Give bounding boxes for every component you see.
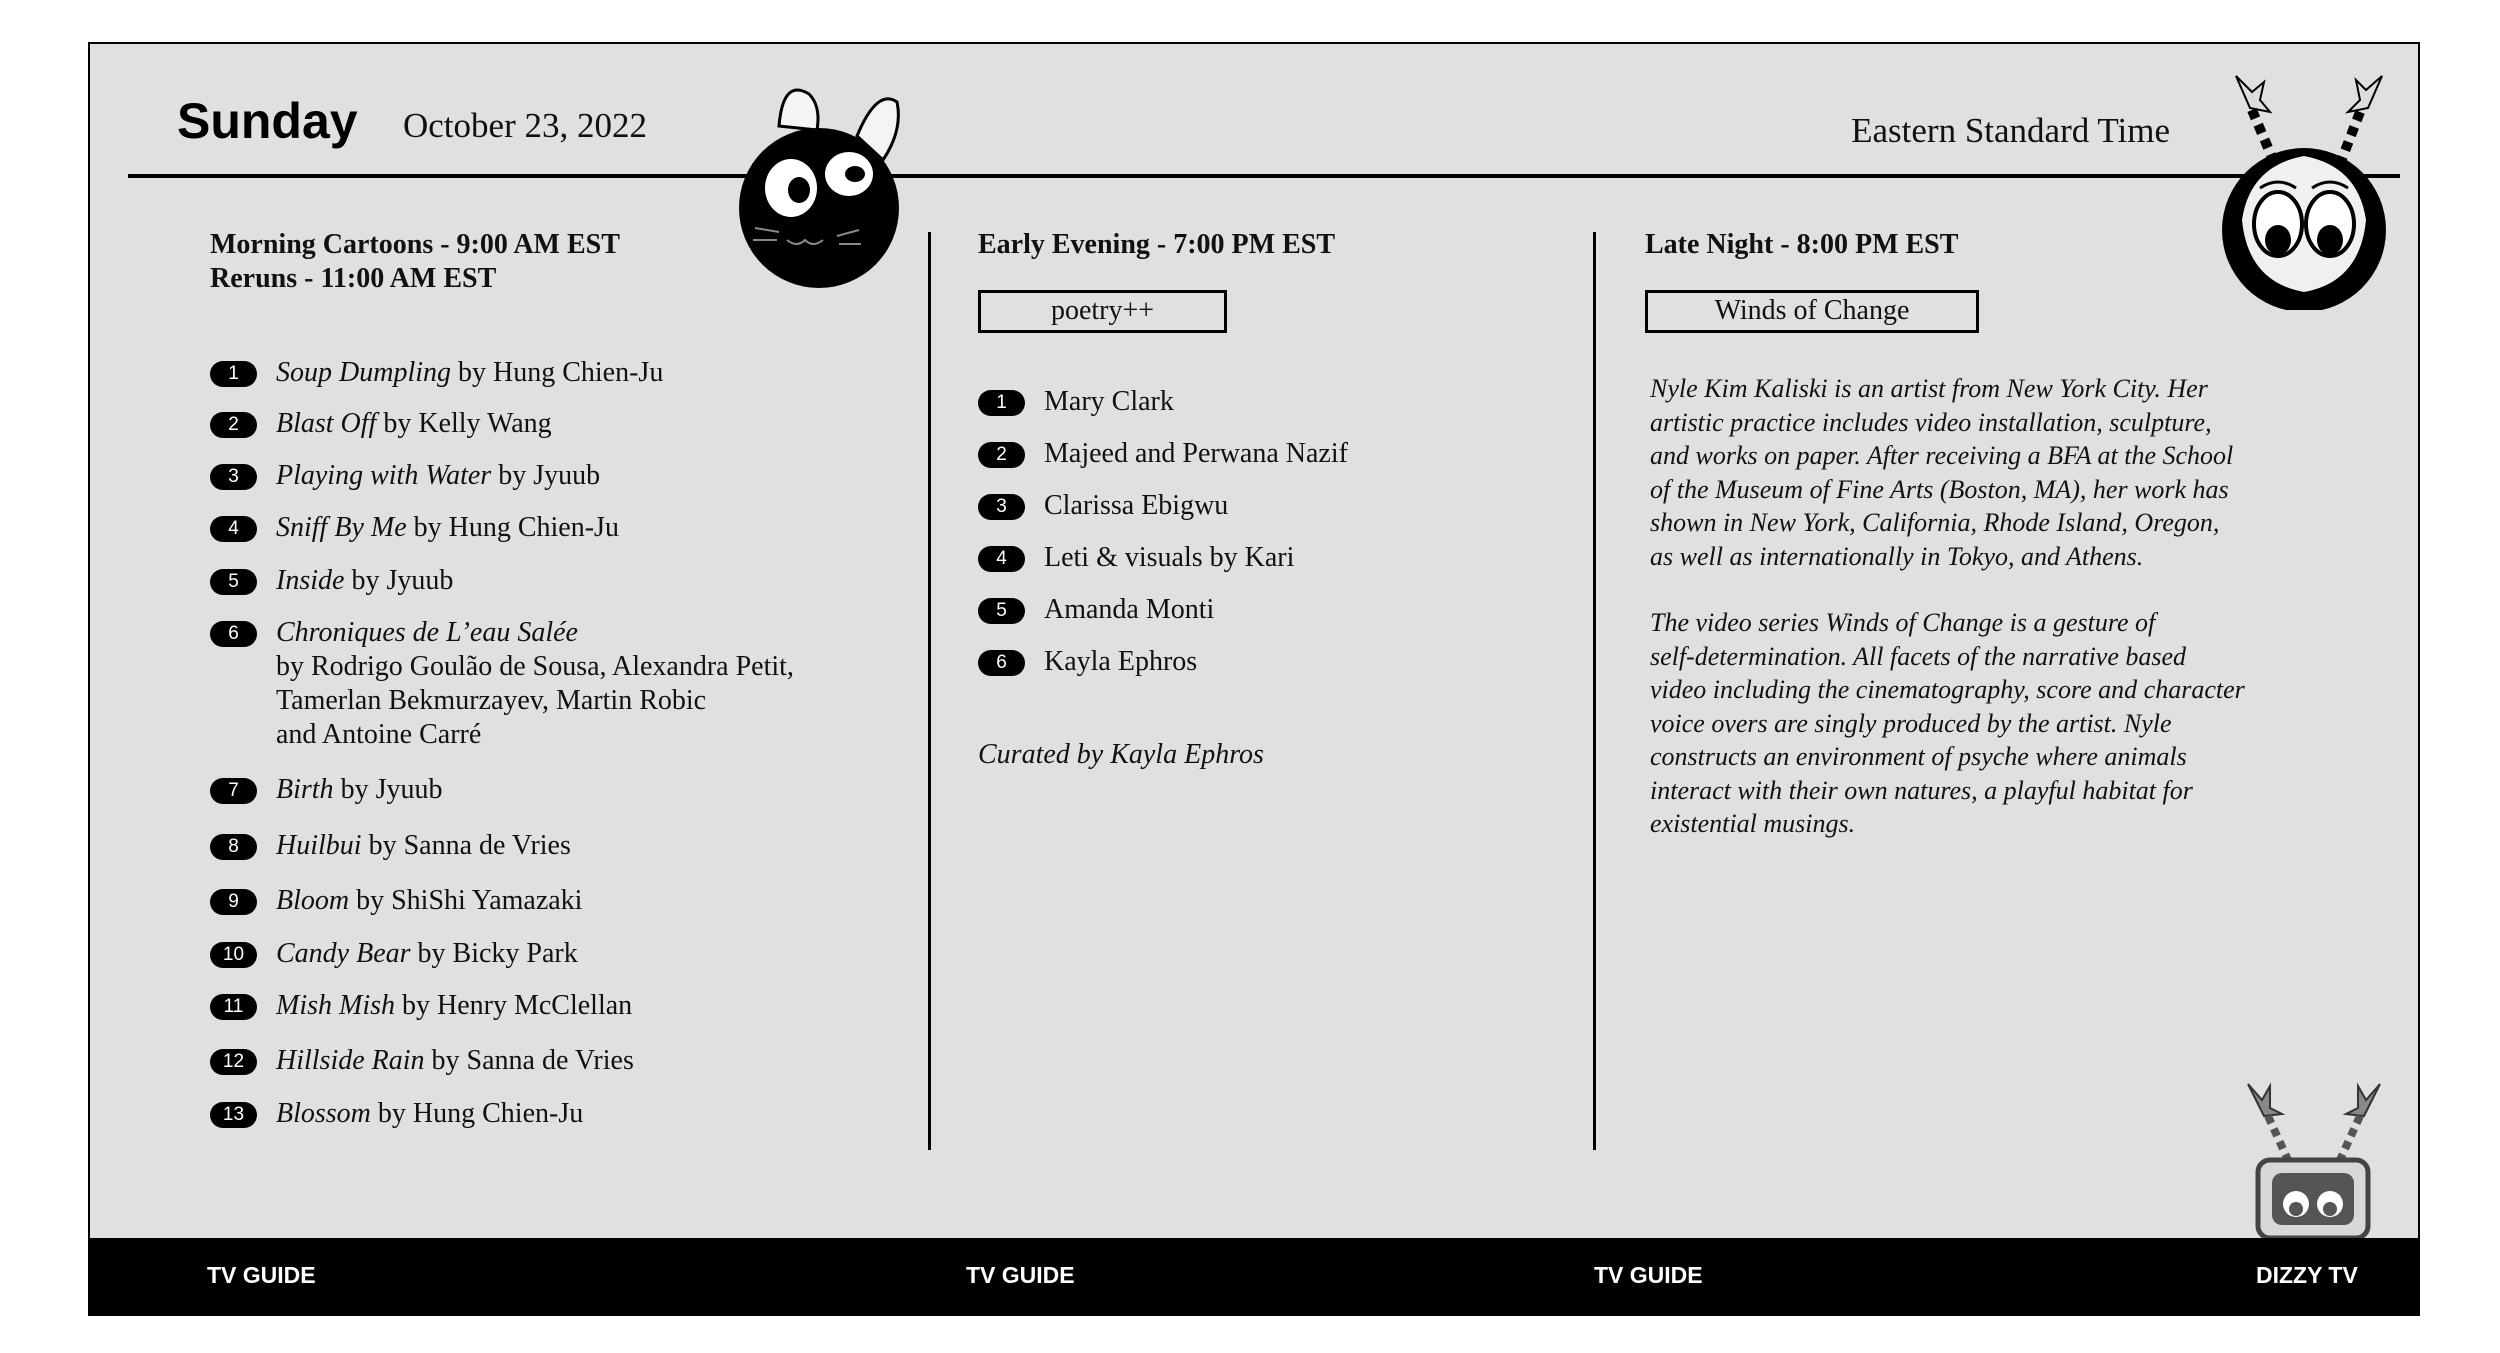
- episode-number-badge: 4: [210, 516, 257, 542]
- poet-name: Clarissa Ebigwu: [1044, 490, 1229, 521]
- program-credit: by Kelly Wang: [376, 408, 552, 439]
- program-text: [276, 884, 582, 918]
- bio-line: of the Museum of Fine Arts (Boston, MA), her work has: [1650, 474, 2229, 504]
- episode-number-badge: 3: [210, 464, 257, 490]
- program-title: Birth: [276, 774, 334, 805]
- episode-number-badge: 5: [978, 598, 1025, 624]
- tv-mascot-icon: [2230, 1078, 2400, 1238]
- program-credit: Tamerlan Bekmurzayev, Martin Robic: [276, 685, 707, 716]
- program-title: Playing with Water: [276, 460, 492, 491]
- program-title: Hillside Rain: [276, 1045, 425, 1076]
- episode-number-badge: 11: [210, 994, 257, 1020]
- program-title: Bloom: [276, 885, 350, 916]
- desc-line: constructs an environment of psyche where animals: [1650, 742, 2187, 771]
- program-title: Mish Mish: [276, 990, 395, 1021]
- episode-number-badge: 8: [210, 834, 257, 860]
- footer-tv-guide-label: TV GUIDE: [966, 1262, 1075, 1288]
- header-divider: [128, 174, 2400, 178]
- late-heading: Late Night - 8:00 PM EST: [1645, 229, 1959, 260]
- bio-line: shown in New York, California, Rhode Island, Oregon,: [1650, 508, 2220, 537]
- poet-name: Majeed and Perwana Nazif: [1044, 438, 1348, 469]
- program-text: [276, 511, 619, 545]
- episode-number-badge: 6: [210, 621, 257, 647]
- program-text: [276, 1044, 634, 1078]
- morning-heading: Morning Cartoons - 9:00 AM EST: [210, 229, 620, 260]
- program-credit: by Hung Chien-Ju: [370, 1098, 584, 1129]
- program-text: [276, 989, 632, 1023]
- episode-number-badge: 1: [210, 361, 257, 387]
- episode-number-badge: 3: [978, 494, 1025, 520]
- episode-number-badge: 6: [978, 650, 1025, 676]
- program-title: Blast Off: [276, 408, 377, 439]
- program-credit: by Sanna de Vries: [424, 1045, 634, 1076]
- program-credit: by Henry McClellan: [395, 990, 633, 1021]
- program-title: Sniff By Me: [276, 512, 407, 543]
- series-description: [1650, 606, 2330, 841]
- episode-number-badge: 10: [210, 942, 257, 968]
- footer-brand-label: DIZZY TV: [2256, 1262, 2358, 1288]
- bio-line: Nyle Kim Kaliski is an artist from New York City. Her: [1650, 374, 2208, 403]
- bio-line: as well as internationally in Tokyo, and Athens.: [1650, 541, 2144, 571]
- reruns-heading: Reruns - 11:00 AM EST: [210, 263, 497, 294]
- footer-bar: [90, 1238, 2418, 1314]
- column-divider: [928, 232, 931, 1150]
- desc-line: voice overs are singly produced by the artist. Nyle: [1650, 708, 2172, 738]
- episode-number-badge: 2: [978, 442, 1025, 468]
- tv-guide-panel: [88, 42, 2420, 1316]
- column-divider: [1593, 232, 1596, 1150]
- episode-number-badge: 7: [210, 778, 257, 804]
- program-text: [276, 564, 453, 598]
- program-credit: by Hung Chien-Ju: [451, 357, 664, 388]
- program-text: [276, 356, 663, 390]
- desc-line: video including the cinematography, score and character: [1650, 675, 2245, 704]
- program-credit: by Sanna de Vries: [361, 830, 571, 861]
- day-label: Sunday: [177, 93, 358, 149]
- program-credit: and Antoine Carré: [276, 719, 482, 750]
- desc-line: interact with their own natures, a playful habitat for: [1650, 775, 2193, 805]
- episode-number-badge: 2: [210, 412, 257, 438]
- program-text: [276, 773, 442, 807]
- late-program-label: Winds of Change: [1645, 290, 1979, 333]
- episode-number-badge: 1: [978, 390, 1025, 416]
- program-credit: by Rodrigo Goulão de Sousa, Alexandra Petit,: [276, 651, 794, 682]
- episode-number-badge: 13: [210, 1102, 257, 1128]
- program-title: Huilbui: [276, 830, 362, 861]
- program-title: Blossom: [276, 1098, 371, 1129]
- program-text: [276, 407, 552, 441]
- footer-tv-guide-label: TV GUIDE: [207, 1262, 316, 1288]
- program-title: Soup Dumpling: [276, 357, 451, 388]
- program-text: [276, 937, 578, 971]
- program-title: Candy Bear: [276, 938, 411, 969]
- program-credit: by Jyuub: [344, 565, 454, 596]
- morning-column: [210, 228, 930, 1246]
- evening-heading: Early Evening - 7:00 PM EST: [978, 229, 1336, 260]
- program-credit: by Hung Chien-Ju: [406, 512, 619, 543]
- program-credit: by Jyuub: [491, 460, 601, 491]
- program-credit: by Bicky Park: [410, 938, 578, 969]
- program-text: [276, 459, 600, 493]
- poet-name: Mary Clark: [1044, 386, 1174, 417]
- program-credit: by ShiShi Yamazaki: [349, 885, 583, 916]
- program-credit: by Jyuub: [333, 774, 443, 805]
- footer-tv-guide-label: TV GUIDE: [1594, 1262, 1703, 1288]
- poet-name: Kayla Ephros: [1044, 646, 1198, 677]
- poet-name: Leti & visuals by Kari: [1044, 542, 1295, 573]
- program-title: Chroniques de L’eau Salée: [276, 617, 578, 648]
- program-title: Inside: [276, 565, 345, 596]
- bio-line: artistic practice includes video installation, sculpture,: [1650, 407, 2212, 437]
- evening-program-label: poetry++: [978, 290, 1227, 333]
- timezone-label: Eastern Standard Time: [1851, 111, 2170, 150]
- episode-number-badge: 5: [210, 569, 257, 595]
- program-text: [276, 616, 794, 752]
- bio-line: and works on paper. After receiving a BFA at the School: [1650, 441, 2234, 470]
- desc-line: The video series Winds of Change is a gesture of: [1650, 608, 2156, 637]
- desc-line: existential musings.: [1650, 809, 1856, 838]
- program-text: [276, 1097, 583, 1131]
- episode-number-badge: 4: [978, 546, 1025, 572]
- poet-name: Amanda Monti: [1044, 594, 1215, 625]
- desc-line: self-determination. All facets of the narrative based: [1650, 641, 2187, 671]
- late-column: [1645, 228, 2385, 841]
- artist-bio: [1650, 372, 2330, 573]
- date-label: October 23, 2022: [403, 106, 647, 145]
- curated-by-label: Curated by Kayla Ephros: [978, 739, 1264, 770]
- episode-number-badge: 9: [210, 889, 257, 915]
- evening-column: [978, 228, 1578, 770]
- episode-number-badge: 12: [210, 1049, 257, 1075]
- program-text: [276, 829, 571, 863]
- morning-list: [210, 296, 930, 1246]
